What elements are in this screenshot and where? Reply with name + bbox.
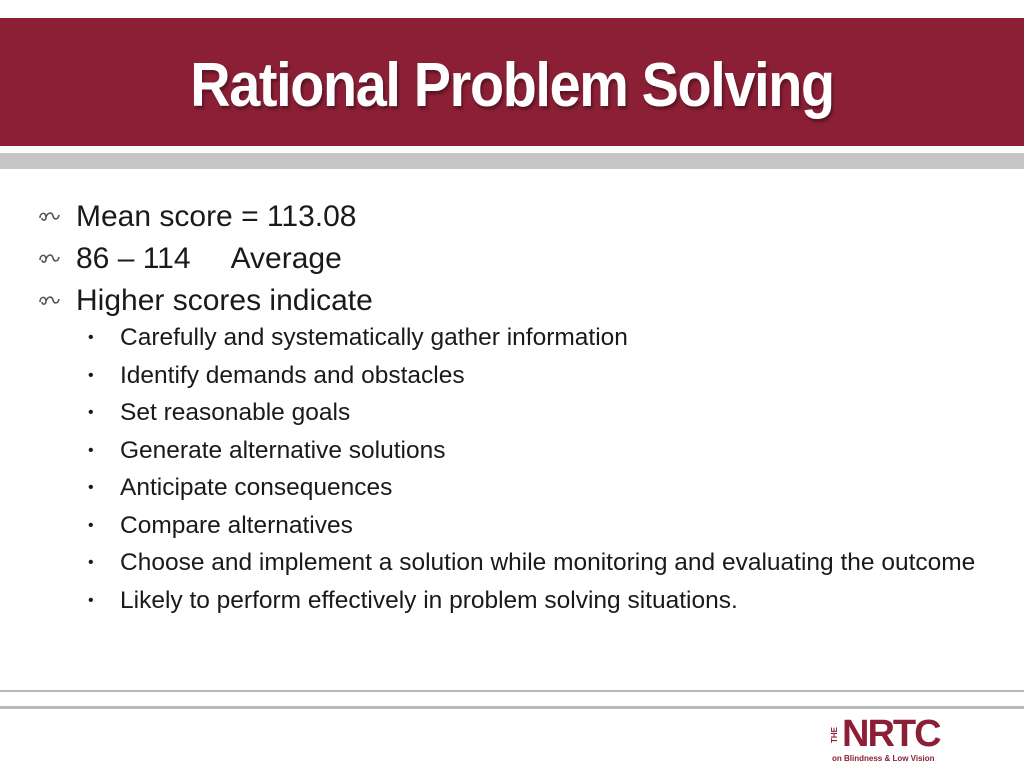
sub-bullet: • Choose and implement a solution while monitoring and evaluating the outcome [88, 549, 976, 576]
bullet-dot-icon: • [88, 329, 94, 346]
bullet-average-range [36, 238, 996, 280]
sub-bullet: • Generate alternative solutions [88, 436, 446, 464]
scroll-bullet-icon [36, 206, 64, 226]
bullet-dot-icon: • [88, 441, 94, 459]
range-value: 86 – 114 [76, 242, 191, 275]
title-underline-bar [0, 153, 1024, 169]
sub-bullet: • Compare alternatives [88, 511, 353, 539]
slide-content [36, 196, 996, 623]
footer-divider [0, 690, 1024, 692]
bullet-dot-icon: • [88, 516, 94, 534]
bullet-dot-icon: • [88, 591, 94, 609]
logo-the: THE [830, 727, 839, 743]
range-label: Average [230, 242, 342, 275]
sub-bullet: • Carefully and systematically gather information [88, 324, 628, 351]
bullet-dot-icon: • [88, 404, 94, 421]
bullet-dot-icon: • [88, 479, 94, 496]
slide-title: Rational Problem Solving [190, 51, 834, 120]
bullet-mean-score: Mean score = 113.08 [36, 196, 996, 238]
footer-divider [0, 706, 1024, 709]
scroll-bullet-icon [36, 248, 64, 268]
sub-bullet: • Set reasonable goals [88, 399, 351, 426]
logo-subtitle: on Blindness & Low Vision [832, 754, 935, 763]
bullet-dot-icon: • [88, 554, 94, 571]
scroll-bullet-icon [36, 290, 64, 310]
nrtc-logo [828, 713, 958, 764]
logo-main: NRTC [842, 713, 940, 755]
bullet-dot-icon: • [88, 366, 94, 384]
sub-bullet: • Identify demands and obstacles [88, 361, 465, 389]
sub-bullet: • Anticipate consequences [88, 474, 393, 501]
sub-bullet: • Likely to perform effectively in problem solving situations. [88, 586, 738, 614]
bullet-higher-scores: Higher scores indicate [36, 280, 996, 322]
